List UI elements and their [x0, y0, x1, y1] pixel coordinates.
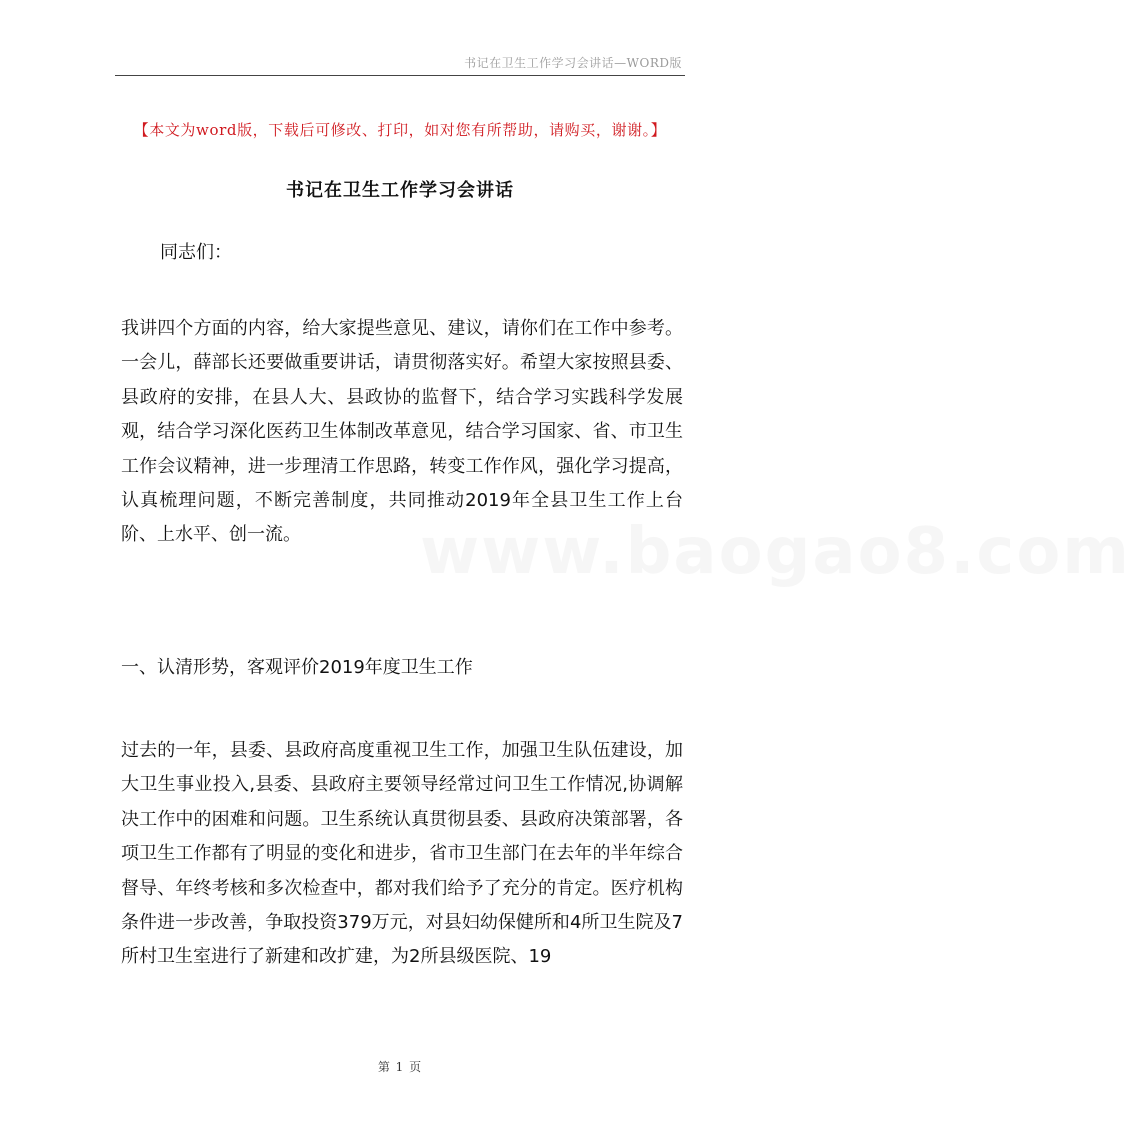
section-heading-1: 一、认清形势，客观评价2019年度卫生工作 — [121, 657, 473, 678]
purchase-notice: 【本文为word版，下载后可修改、打印，如对您有所帮助，请购买，谢谢。】 — [133, 121, 667, 139]
page-number: 第 1 页 — [377, 1060, 423, 1074]
running-header: 书记在卫生工作学习会讲话—WORD版 — [464, 56, 682, 70]
header-divider — [115, 75, 685, 76]
salutation: 同志们： — [160, 242, 232, 263]
document-title: 书记在卫生工作学习会讲话 — [286, 180, 514, 201]
watermark: www.baogao8.com — [420, 515, 1131, 589]
paragraph-intro: 我讲四个方面的内容，给大家提些意见、建议，请你们在工作中参考。一会儿，薛部长还要做重要讲话，请贯彻落实好。希望大家按照县委、县政府的安排，在县人大、县政协的监督下，结合学习实践科学发展观，结合学习深化医药卫生体制改革意见，结合学习国家、省、市卫生工作会议精神，进一步理清工作思路，转变工作作风，强化学习提高，认真梳理问题，不断完善制度，共同推动2019年全县卫生工作上台阶、上水平、创一流。 — [121, 318, 683, 546]
paragraph-review: 过去的一年，县委、县政府高度重视卫生工作，加强卫生队伍建设，加大卫生事业投入,县委、县政府主要领导经常过问卫生工作情况,协调解决工作中的困难和问题。卫生系统认真贯彻县委、县政府决策部署，各项卫生工作都有了明显的变化和进步，省市卫生部门在去年的半年综合督导、年终考核和多次检查中，都对我们给予了充分的肯定。医疗机构条件进一步改善，争取投资379万元，对县妇幼保健所和4所卫生院及7所村卫生室进行了新建和改扩建，为2所县级医院、19 — [121, 740, 683, 968]
